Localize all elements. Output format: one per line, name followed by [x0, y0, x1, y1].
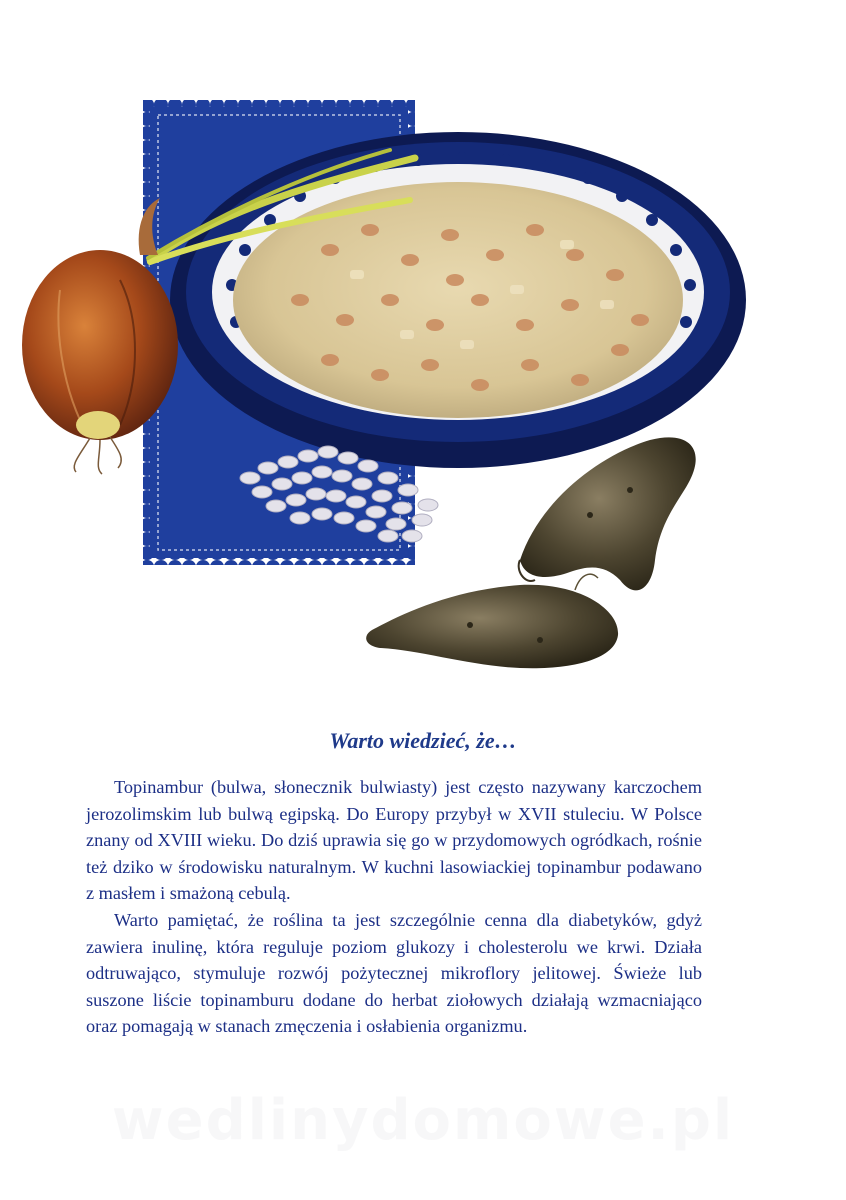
paragraph-1: Topinambur (bulwa, słonecznik bulwiasty) jest często nazywany karczochem jerozolimskim lub bulwą egipską. Do Europy przybył w XVII stuleciu. W Polsce znany od XVIII wieku. Do dziś uprawia się go w przydomowych ogródkach, rośnie też dziko w środowisku naturalnym. W kuchni lasowiackiej topinambur podawano z masłem i smażoną cebulą.	[86, 777, 702, 904]
section-heading: Warto wiedzieć, że…	[329, 728, 517, 753]
topinambur-tubers	[366, 437, 696, 668]
paragraph-2: Warto pamiętać, że roślina ta jest szczególnie cenna dla diabetyków, gdyż zawiera inulinę, która reguluje poziom glukozy i cholesterolu we krwi. Działa odtruwająco, stymuluje rozwój pożytecznej mikroflory jelitowej. Świeże lub suszone liście topinamburu dodane do herbat ziołowych działają wzmacniająco oraz pomagają w stanach zmęczenia i osłabienia organizmu.	[86, 909, 702, 1037]
soup-bowl	[170, 132, 746, 468]
watermark: wedlinydomowe.pl	[111, 1088, 735, 1153]
body-text	[86, 774, 702, 1040]
